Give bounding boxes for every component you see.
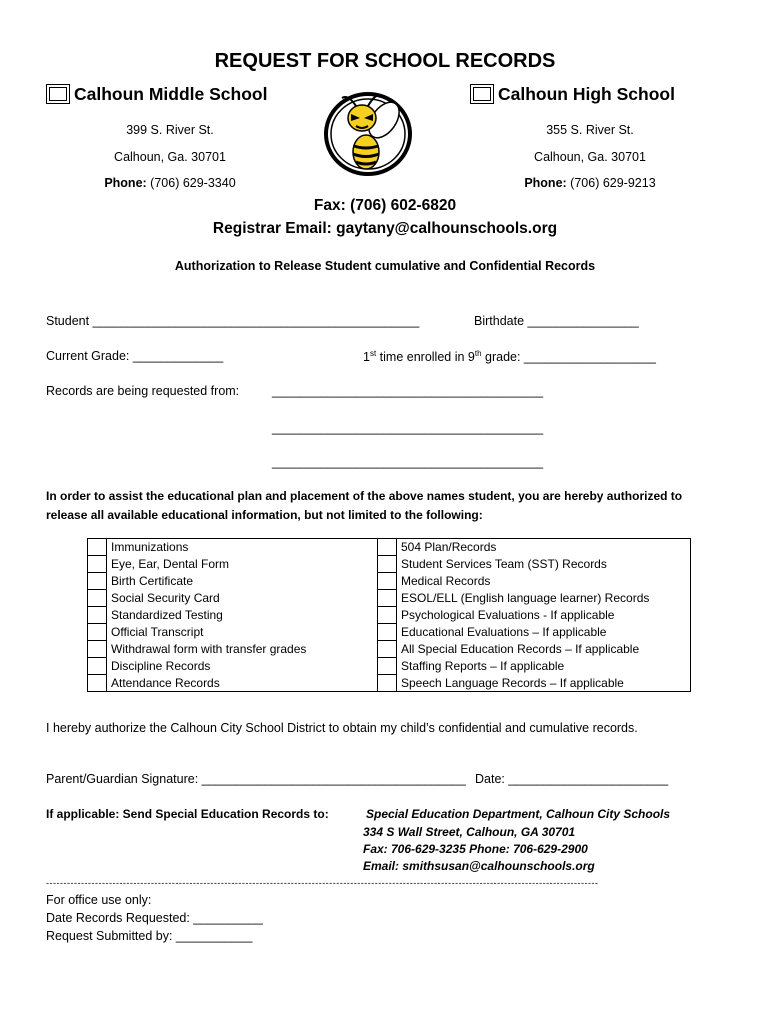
request-submitted-by-field[interactable]: Request Submitted by: ___________ — [46, 929, 253, 943]
records-table-row — [88, 658, 691, 675]
record-item: All Special Education Records – If applicable — [397, 641, 691, 658]
records-table-row — [88, 641, 691, 658]
middle-school-header — [46, 84, 267, 105]
office-use-label: For office use only: — [46, 893, 152, 907]
record-checkbox[interactable] — [88, 624, 107, 641]
page-title: REQUEST FOR SCHOOL RECORDS — [214, 50, 556, 72]
record-item: 504 Plan/Records — [397, 539, 691, 556]
record-item: Staffing Reports – If applicable — [397, 658, 691, 675]
ninth-grade-enrollment-field[interactable]: 1st time enrolled in 9th grade: ___________________ — [363, 349, 657, 365]
records-table-row — [88, 556, 691, 573]
record-checkbox[interactable] — [378, 556, 397, 573]
record-item: Withdrawal form with transfer grades — [107, 641, 378, 658]
records-from-line-3[interactable]: _______________________________________ — [272, 455, 544, 469]
record-item: Attendance Records — [107, 675, 378, 692]
record-checkbox[interactable] — [378, 607, 397, 624]
office-divider: -------------------------------------------------------------------------------------------------------------------------------------------------------------- — [46, 878, 599, 888]
birthdate-field[interactable]: Birthdate ________________ — [474, 314, 639, 328]
records-table-row — [88, 573, 691, 590]
record-item: Student Services Team (SST) Records — [397, 556, 691, 573]
record-item: Educational Evaluations – If applicable — [397, 624, 691, 641]
record-checkbox[interactable] — [88, 675, 107, 692]
record-checkbox[interactable] — [88, 556, 107, 573]
record-checkbox[interactable] — [88, 573, 107, 590]
record-checkbox[interactable] — [378, 658, 397, 675]
student-field[interactable]: Student _______________________________________________ — [46, 314, 420, 328]
current-grade-field[interactable]: Current Grade: _____________ — [46, 349, 224, 363]
special-ed-line-3: Fax: 706-629-3235 Phone: 706-629-2900 — [363, 842, 588, 856]
records-table-row — [88, 624, 691, 641]
special-ed-line-4: Email: smithsusan@calhounschools.org — [363, 859, 595, 873]
registrar-email: Registrar Email: gaytany@calhounschools.org — [212, 220, 558, 237]
high-school-city: Calhoun, Ga. 30701 — [534, 150, 646, 164]
record-item: Speech Language Records – If applicable — [397, 675, 691, 692]
date-records-requested-field[interactable]: Date Records Requested: __________ — [46, 911, 263, 925]
records-table-row — [88, 590, 691, 607]
high-school-header — [470, 84, 675, 105]
records-from-line-1[interactable]: _______________________________________ — [272, 384, 544, 398]
records-table-row — [88, 539, 691, 556]
record-item: Psychological Evaluations - If applicable — [397, 607, 691, 624]
record-checkbox[interactable] — [378, 573, 397, 590]
high-school-checkbox[interactable] — [470, 84, 494, 104]
record-item: Birth Certificate — [107, 573, 378, 590]
middle-school-street: 399 S. River St. — [126, 123, 214, 137]
record-item: Eye, Ear, Dental Form — [107, 556, 378, 573]
record-checkbox[interactable] — [378, 590, 397, 607]
high-school-phone: Phone: (706) 629-9213 — [524, 176, 656, 190]
high-school-street: 355 S. River St. — [546, 123, 634, 137]
special-ed-line-1: Special Education Department, Calhoun City Schools — [366, 807, 671, 821]
parent-signature-field[interactable]: Parent/Guardian Signature: ______________________________________ — [46, 772, 466, 786]
record-item: Immunizations — [107, 539, 378, 556]
record-checkbox[interactable] — [88, 658, 107, 675]
records-from-line-2[interactable]: _______________________________________ — [272, 421, 544, 435]
record-checkbox[interactable] — [378, 641, 397, 658]
yellow-jacket-logo — [318, 84, 418, 180]
record-checkbox[interactable] — [88, 607, 107, 624]
record-checkbox[interactable] — [88, 641, 107, 658]
record-checkbox[interactable] — [378, 675, 397, 692]
special-ed-label: If applicable: Send Special Education Records to: — [46, 807, 329, 821]
special-ed-line-2: 334 S Wall Street, Calhoun, GA 30701 — [363, 825, 576, 839]
record-item: Standardized Testing — [107, 607, 378, 624]
records-table-row — [88, 607, 691, 624]
record-item: ESOL/ELL (English language learner) Records — [397, 590, 691, 607]
records-requested-from-label: Records are being requested from: — [46, 384, 240, 398]
record-item: Medical Records — [397, 573, 691, 590]
record-item: Social Security Card — [107, 590, 378, 607]
signature-date-field[interactable]: Date: _______________________ — [475, 772, 669, 786]
record-item: Official Transcript — [107, 624, 378, 641]
middle-school-name: Calhoun Middle School — [74, 84, 268, 104]
fax-number: Fax: (706) 602-6820 — [313, 197, 457, 214]
authorization-paragraph: In order to assist the educational plan and placement of the above names student, you are hereby authorized to release all available educational information, but not limited to the following: — [46, 489, 683, 522]
high-school-name: Calhoun High School — [498, 84, 675, 104]
middle-school-city: Calhoun, Ga. 30701 — [114, 150, 226, 164]
record-checkbox[interactable] — [88, 590, 107, 607]
records-table — [87, 538, 691, 692]
middle-school-phone: Phone: (706) 629-3340 — [104, 176, 236, 190]
record-checkbox[interactable] — [378, 539, 397, 556]
authorization-subtitle: Authorization to Release Student cumulative and Confidential Records — [174, 259, 596, 273]
records-table-row — [88, 675, 691, 692]
record-checkbox[interactable] — [378, 624, 397, 641]
middle-school-checkbox[interactable] — [46, 84, 70, 104]
record-checkbox[interactable] — [88, 539, 107, 556]
consent-statement: I hereby authorize the Calhoun City School District to obtain my child’s confidential and cumulative records. — [46, 721, 638, 735]
record-item: Discipline Records — [107, 658, 378, 675]
